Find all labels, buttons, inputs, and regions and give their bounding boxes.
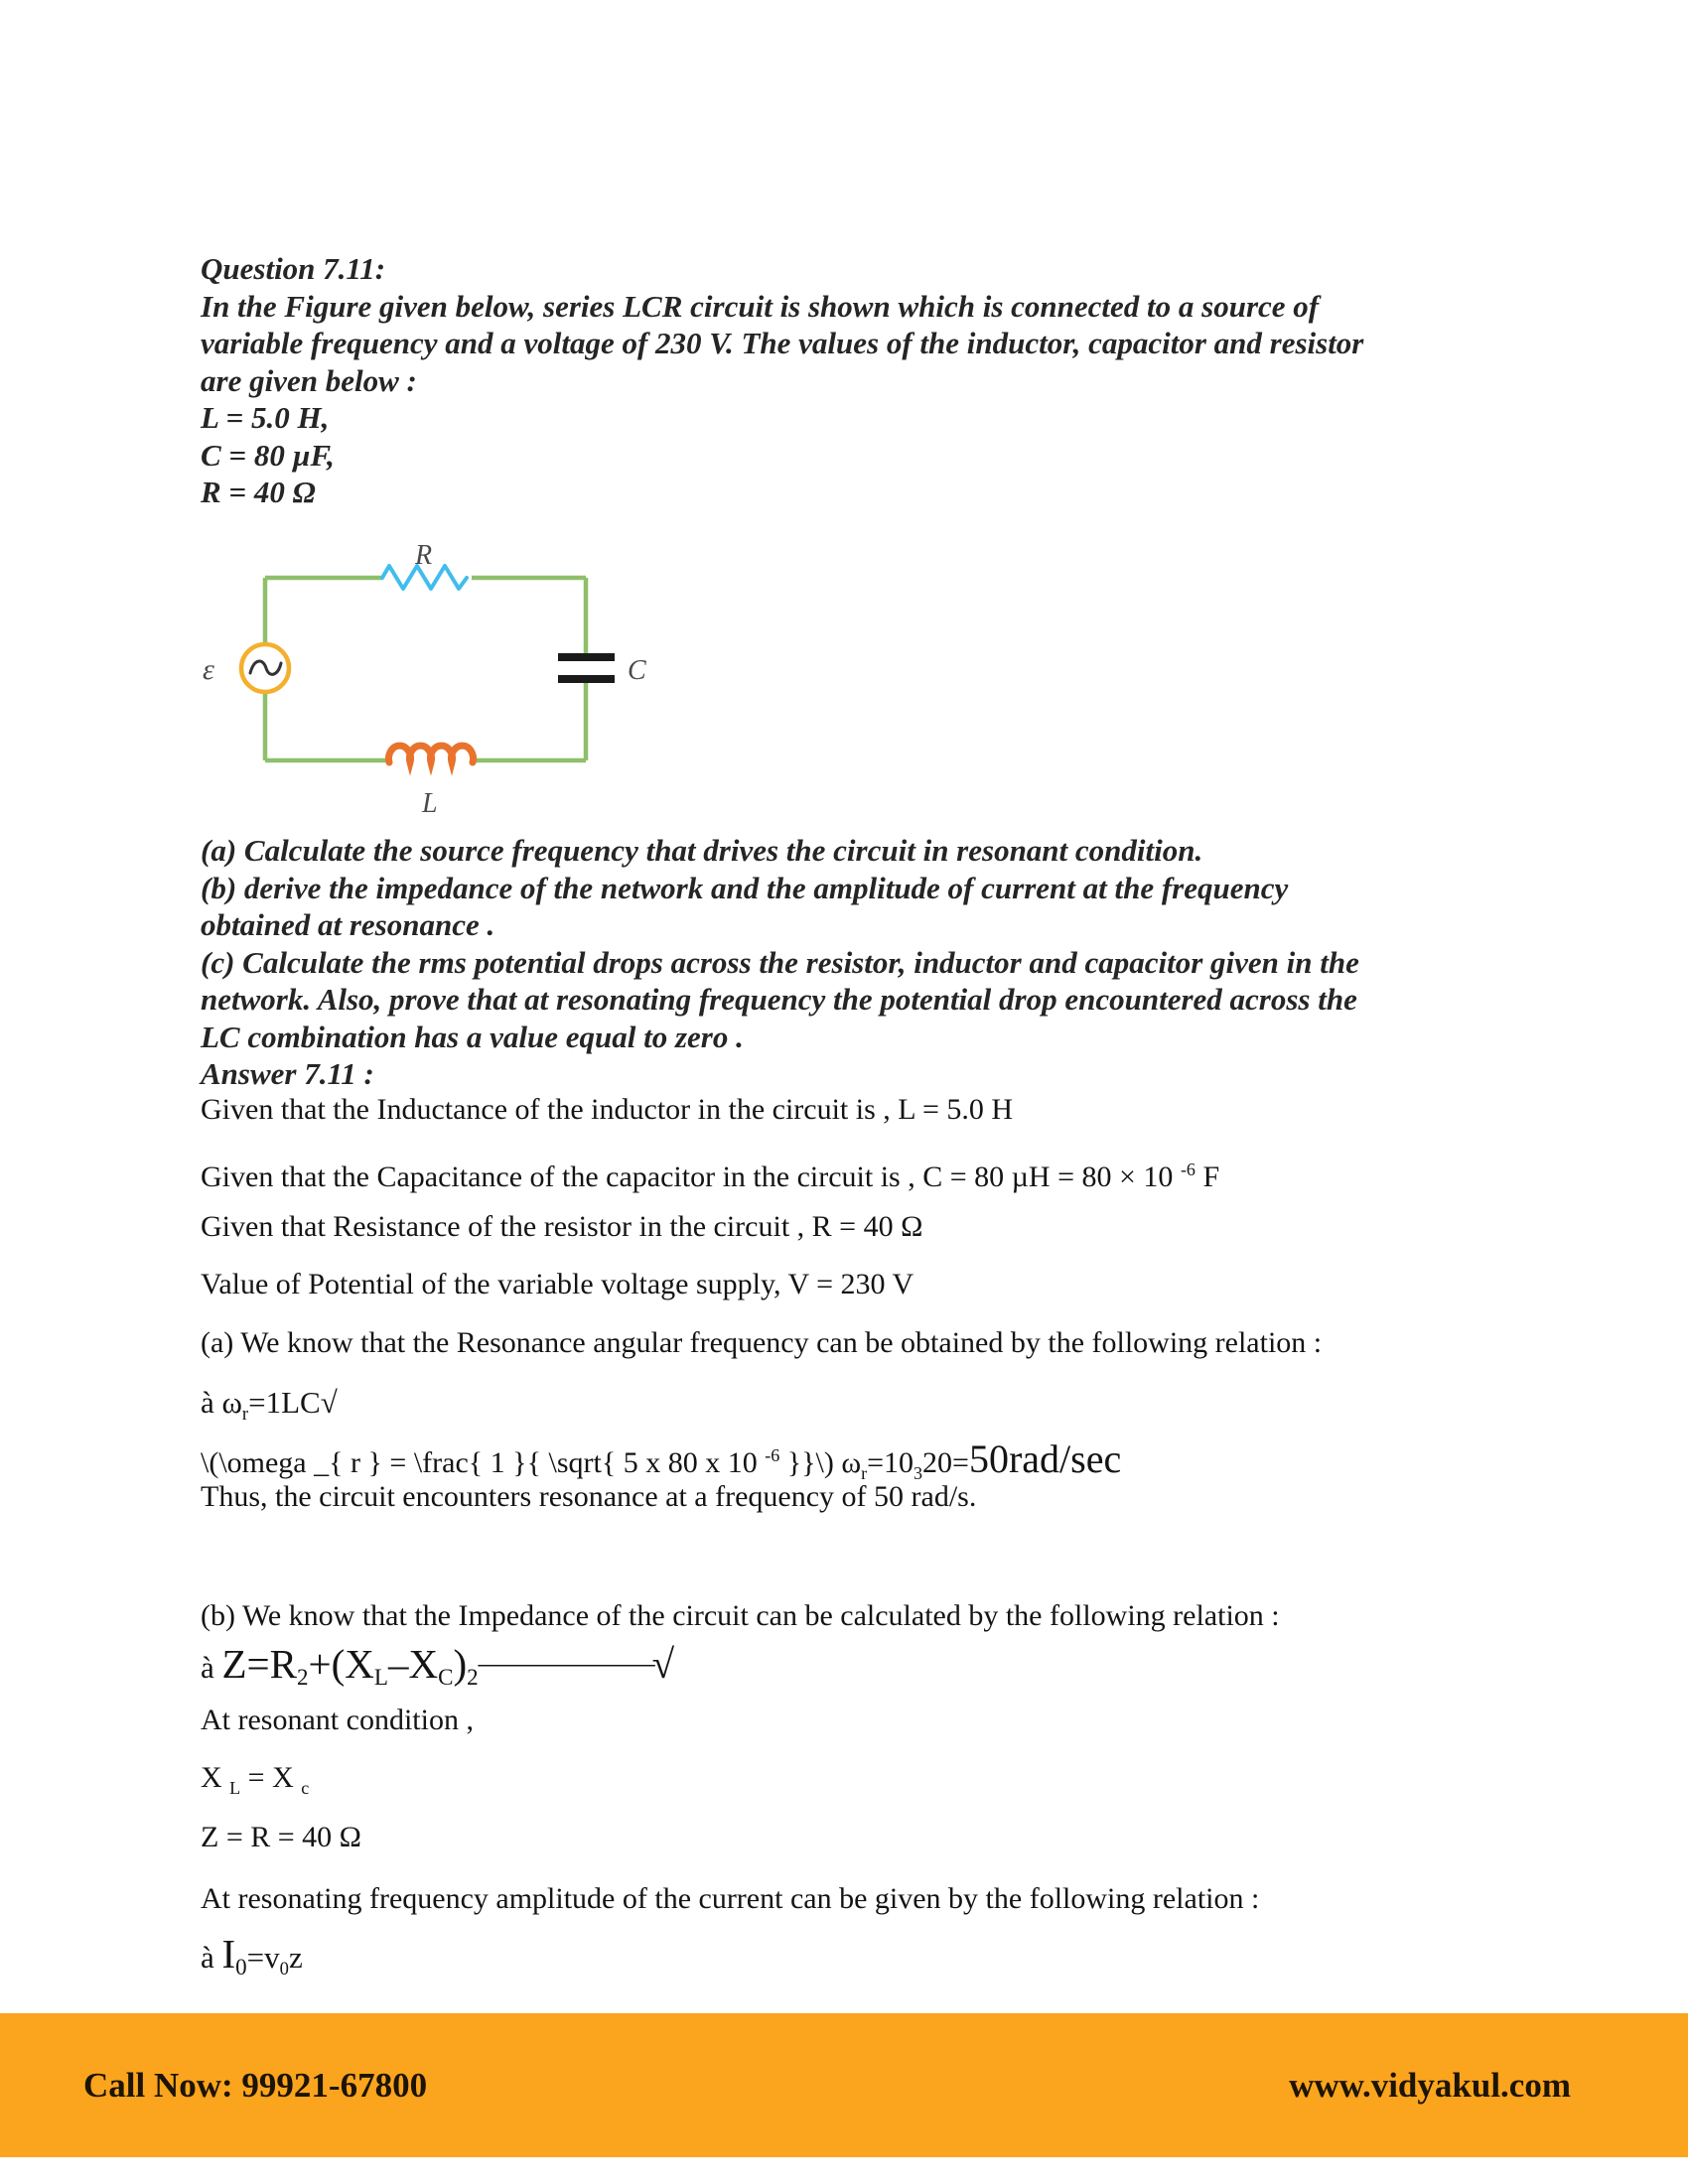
circuit-wire [265,578,586,760]
answer-line: (b) We know that the Impedance of the circuit can be calculated by the following relation : [201,1599,1280,1632]
question-line: are given below : [201,362,417,398]
given-value-capacitance: C = 80 µF, [201,437,335,473]
formula-xl-equals-xc: X $_L$ = X $_c$ [201,1761,310,1798]
question-block [201,250,1363,511]
inductor-symbol [389,746,474,762]
footer-website: www.vidyakul.com [1289,2065,1571,2105]
capacitor-symbol [558,653,615,683]
part-c-line: (c) Calculate the rms potential drops across the resistor, inductor and capacitor given in the [201,944,1359,980]
answer-line: At resonating frequency amplitude of the current can be given by the following relation : [201,1882,1260,1915]
question-line: In the Figure given below, series LCR circuit is shown which is connected to a source of [201,288,1320,324]
inductor-label: L [422,788,438,819]
answer-line: At resonant condition , [201,1704,474,1736]
given-value-inductance: L = 5.0 H, [201,400,330,435]
answer-line: Given that the Capacitance of the capacitor in the circuit is , C = 80 µH = 80 × 10 $^{-6}$ F [201,1160,1220,1193]
footer-phone: Call Now: 99921-67800 [83,2065,428,2105]
part-a-line: (a) Calculate the source frequency that drives the circuit in resonant condition. [201,833,1203,868]
question-parts-block [201,832,1359,1055]
answer-line: Value of Potential of the variable voltage supply, V = 230 V [201,1268,914,1300]
footer-bar [0,2013,1688,2157]
answer-line: Given that Resistance of the resistor in the circuit , R = 40 Ω [201,1210,923,1243]
capacitor-label: C [628,655,646,686]
part-c-line: LC combination has a value equal to zero . [201,1019,744,1054]
given-value-resistance: R = 40 Ω [201,475,316,509]
formula-current-amplitude: à $I_0=v_0z$ [201,1931,303,1980]
answer-title: Answer 7.11 : [201,1056,374,1091]
part-c-line: network. Also, prove that at resonating frequency the potential drop encountered across the [201,982,1357,1017]
formula-impedance: à $Z=R_2+(X_L-X_C)_2--------------√$ [201,1641,675,1691]
source-emf-label: ε [203,653,214,686]
answer-line: (a) We know that the Resonance angular frequency can be obtained by the following relation : [201,1326,1323,1359]
formula-omega-latex: \(\omega _{ r } = \frac{ 1 }{ \sqrt{ 5 x 80 x 10 $^{-6}$ }}\) $\omega_r=10_320=50rad/\sec$ [201,1436,1122,1483]
lcr-circuit-figure [179,526,675,824]
part-b-line: (b) derive the impedance of the network and the amplitude of current at the frequency [201,870,1289,905]
answer-line: Thus, the circuit encounters resonance at a frequency of 50 rad/s. [201,1480,977,1513]
part-b-line: obtained at resonance . [201,907,495,942]
answer-line: Z = R = 40 Ω [201,1821,361,1853]
answer-line: Given that the Inductance of the inductor in the circuit is , L = 5.0 H [201,1093,1014,1126]
formula-resonant-frequency: à $\omega_r=1LC√$ [201,1385,338,1426]
resistor-label: R [415,540,433,571]
question-title: Question 7.11: [201,251,386,286]
question-line: variable frequency and a voltage of 230 V. The values of the inductor, capacitor and resistor [201,326,1364,360]
